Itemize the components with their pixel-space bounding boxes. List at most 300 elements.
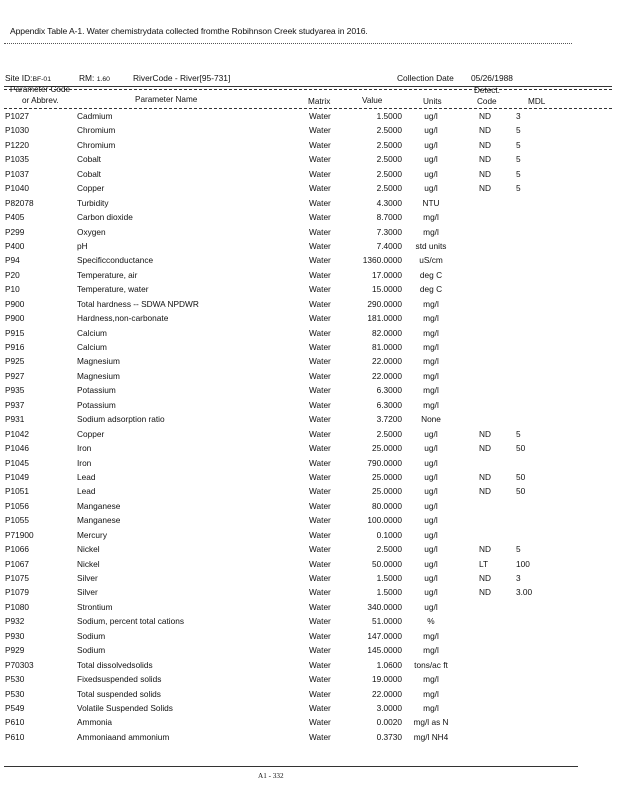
table-row xyxy=(0,139,618,153)
cell-units: ug/l xyxy=(424,139,438,150)
cell-value: 2.5000 xyxy=(376,428,402,439)
cell-param-code: P1030 xyxy=(5,125,29,136)
cell-detect-code: ND xyxy=(479,111,491,121)
table-row xyxy=(0,457,618,471)
cell-units: mg/l xyxy=(423,342,439,352)
cell-param-code: P931 xyxy=(5,414,25,425)
table-row xyxy=(0,485,618,499)
table-row xyxy=(0,283,618,297)
cell-param-name: Calcium xyxy=(77,342,107,352)
cell-units: ug/l xyxy=(424,428,438,439)
cell-param-name: Sodium adsorption ratio xyxy=(77,414,165,425)
header-matrix: Matrix xyxy=(308,97,331,106)
cell-units: uS/cm xyxy=(419,255,443,266)
cell-param-code: P937 xyxy=(5,399,25,410)
cell-units: mg/l as N xyxy=(413,717,449,728)
cell-units: std units xyxy=(415,240,447,251)
cell-param-name: Copper xyxy=(77,183,105,194)
cell-value: 2.5000 xyxy=(376,125,402,136)
cell-param-code: P530 xyxy=(5,688,25,699)
cell-value: 0.1000 xyxy=(376,529,402,540)
cell-matrix: Water xyxy=(309,731,331,742)
cell-units: NTU xyxy=(422,197,440,208)
cell-matrix: Water xyxy=(309,558,331,569)
cell-param-name: pH xyxy=(77,240,88,251)
cell-units: % xyxy=(427,616,435,627)
cell-value: 17.0000 xyxy=(372,269,402,280)
cell-detect-code: ND xyxy=(479,428,491,439)
cell-units: ug/l xyxy=(424,471,438,482)
cell-param-name: Chromium xyxy=(77,125,116,136)
cell-units: ug/l xyxy=(424,587,438,598)
header-detect: Detect. xyxy=(474,86,500,95)
cell-value: 15.0000 xyxy=(372,284,402,295)
cell-param-code: P900 xyxy=(5,313,25,324)
cell-units: mg/l xyxy=(423,630,439,641)
cell-units: mg/l NH4 xyxy=(413,731,449,742)
cell-param-name: Cobalt xyxy=(77,168,101,179)
cell-units: mg/l xyxy=(423,313,439,324)
cell-mdl: 3 xyxy=(516,111,521,121)
cell-detect-code: ND xyxy=(479,443,491,454)
cell-matrix: Water xyxy=(309,269,331,280)
table-row xyxy=(0,731,618,745)
cell-param-name: Specificconductance xyxy=(77,255,154,266)
cell-units: mg/l xyxy=(423,298,439,309)
cell-detect-code: ND xyxy=(479,486,491,497)
table-row xyxy=(0,543,618,557)
cell-value: 100.0000 xyxy=(367,515,402,526)
cell-param-name: Iron xyxy=(77,443,92,454)
cell-units: mg/l xyxy=(423,327,439,338)
cell-param-name: Silver xyxy=(77,573,98,583)
table-row xyxy=(0,586,618,600)
table-row xyxy=(0,110,618,124)
cell-param-code: P71900 xyxy=(5,529,34,540)
cell-detect-code: ND xyxy=(479,183,491,194)
cell-value: 0.0020 xyxy=(376,717,402,728)
cell-mdl: 50 xyxy=(516,471,526,482)
title-divider xyxy=(4,43,572,44)
header-detect-code: Code xyxy=(477,97,497,106)
cell-value: 2.5000 xyxy=(376,139,402,150)
header-value: Value xyxy=(362,96,383,105)
cell-units: mg/l xyxy=(423,385,439,396)
cell-units: ug/l xyxy=(424,443,438,454)
cell-param-code: P1035 xyxy=(5,154,29,165)
cell-detect-code: ND xyxy=(479,573,491,583)
site-id-value: BF-01 xyxy=(32,76,51,83)
table-row xyxy=(0,168,618,182)
cell-param-name: Magnesium xyxy=(77,356,120,367)
table-row xyxy=(0,327,618,341)
header-param-name: Parameter Name xyxy=(135,95,198,104)
river-code: RiverCode - River[95-731] xyxy=(133,73,231,83)
cell-matrix: Water xyxy=(309,125,331,136)
table-row xyxy=(0,226,618,240)
cell-param-name: Fixedsuspended solids xyxy=(77,674,162,685)
cell-param-name: Lead xyxy=(77,471,96,482)
collection-date-label: Collection Date xyxy=(397,73,454,83)
cell-param-name: Chromium xyxy=(77,139,116,150)
cell-matrix: Water xyxy=(309,486,331,497)
cell-detect-code: ND xyxy=(479,154,491,165)
header-param-code: Parameter Code xyxy=(10,85,71,94)
cell-matrix: Water xyxy=(309,370,331,381)
footer-rule xyxy=(4,766,578,767)
cell-value: 6.3000 xyxy=(376,385,402,396)
cell-mdl: 100 xyxy=(516,558,530,569)
cell-mdl: 5 xyxy=(516,428,521,439)
cell-matrix: Water xyxy=(309,154,331,165)
cell-mdl: 5 xyxy=(516,168,521,179)
cell-param-name: Mercury xyxy=(77,529,107,540)
cell-param-name: Potassium xyxy=(77,399,116,410)
cell-mdl: 5 xyxy=(516,544,521,555)
table-row xyxy=(0,673,618,687)
cell-value: 82.0000 xyxy=(372,327,402,338)
table-row xyxy=(0,197,618,211)
header-dashed-rule xyxy=(4,89,612,90)
table-row xyxy=(0,659,618,673)
cell-param-code: P927 xyxy=(5,370,25,381)
cell-units: ug/l xyxy=(424,168,438,179)
river-mile-value: 1.60 xyxy=(96,76,110,83)
table-row xyxy=(0,413,618,427)
cell-param-name: Cadmium xyxy=(77,111,113,121)
table-row xyxy=(0,240,618,254)
cell-param-name: Oxygen xyxy=(77,226,106,237)
cell-detect-code: ND xyxy=(479,168,491,179)
header-mdl: MDL xyxy=(528,97,546,106)
cell-units: tons/ac ft xyxy=(414,659,448,670)
cell-param-name: Calcium xyxy=(77,327,107,338)
cell-mdl: 3.00 xyxy=(516,587,533,598)
cell-param-code: P1220 xyxy=(5,139,29,150)
cell-matrix: Water xyxy=(309,500,331,511)
cell-units: deg C xyxy=(419,284,443,295)
cell-matrix: Water xyxy=(309,255,331,266)
table-row xyxy=(0,124,618,138)
header-units: Units xyxy=(423,97,442,106)
cell-value: 25.0000 xyxy=(372,471,402,482)
cell-param-code: P1066 xyxy=(5,544,29,555)
cell-detect-code: ND xyxy=(479,544,491,555)
cell-matrix: Water xyxy=(309,457,331,468)
cell-matrix: Water xyxy=(309,674,331,685)
cell-units: ug/l xyxy=(424,111,438,121)
cell-matrix: Water xyxy=(309,688,331,699)
cell-matrix: Water xyxy=(309,212,331,223)
table-row xyxy=(0,298,618,312)
cell-param-name: Sodium xyxy=(77,645,106,656)
table-row xyxy=(0,211,618,225)
cell-value: 25.0000 xyxy=(372,486,402,497)
table-row xyxy=(0,601,618,615)
cell-matrix: Water xyxy=(309,197,331,208)
cell-detect-code: ND xyxy=(479,139,491,150)
cell-param-code: P400 xyxy=(5,240,25,251)
cell-matrix: Water xyxy=(309,428,331,439)
cell-detect-code: ND xyxy=(479,471,491,482)
cell-units: ug/l xyxy=(424,486,438,497)
cell-param-name: Silver xyxy=(77,587,98,598)
cell-param-code: P915 xyxy=(5,327,25,338)
cell-units: mg/l xyxy=(423,212,439,223)
cell-matrix: Water xyxy=(309,284,331,295)
cell-param-name: Nickel xyxy=(77,558,100,569)
cell-units: ug/l xyxy=(424,515,438,526)
cell-value: 4.3000 xyxy=(376,197,402,208)
cell-matrix: Water xyxy=(309,529,331,540)
table-row xyxy=(0,716,618,730)
cell-param-code: P932 xyxy=(5,616,25,627)
cell-matrix: Water xyxy=(309,702,331,713)
table-row xyxy=(0,312,618,326)
cell-param-code: P1075 xyxy=(5,573,29,583)
cell-value: 2.5000 xyxy=(376,168,402,179)
table-title: Appendix Table A-1. Water chemistrydata collected fromthe Robihnson Creek studyarea in 2016. xyxy=(10,26,368,36)
cell-param-code: P610 xyxy=(5,717,25,728)
cell-units: ug/l xyxy=(424,558,438,569)
cell-units: mg/l xyxy=(423,399,439,410)
cell-value: 81.0000 xyxy=(372,342,402,352)
cell-value: 8.7000 xyxy=(376,212,402,223)
cell-value: 22.0000 xyxy=(372,370,402,381)
cell-param-code: P1046 xyxy=(5,443,29,454)
cell-matrix: Water xyxy=(309,630,331,641)
cell-param-code: P1067 xyxy=(5,558,29,569)
cell-units: mg/l xyxy=(423,370,439,381)
table-row xyxy=(0,572,618,586)
cell-value: 19.0000 xyxy=(372,674,402,685)
cell-param-code: P82078 xyxy=(5,197,34,208)
cell-value: 22.0000 xyxy=(372,688,402,699)
cell-param-name: Manganese xyxy=(77,500,121,511)
cell-param-code: P1056 xyxy=(5,500,29,511)
cell-value: 145.0000 xyxy=(367,645,402,656)
table-row xyxy=(0,500,618,514)
cell-param-code: P610 xyxy=(5,731,25,742)
cell-param-code: P94 xyxy=(5,255,20,266)
cell-param-code: P1040 xyxy=(5,183,29,194)
cell-value: 7.4000 xyxy=(376,240,402,251)
cell-matrix: Water xyxy=(309,313,331,324)
cell-value: 25.0000 xyxy=(372,443,402,454)
cell-units: mg/l xyxy=(423,674,439,685)
cell-param-code: P299 xyxy=(5,226,25,237)
cell-param-name: Total suspended solids xyxy=(77,688,161,699)
cell-detect-code: ND xyxy=(479,125,491,136)
river-mile-label: RM: xyxy=(79,73,95,83)
cell-param-code: P925 xyxy=(5,356,25,367)
cell-param-name: Total dissolvedsolids xyxy=(77,659,153,670)
cell-value: 6.3000 xyxy=(376,399,402,410)
cell-matrix: Water xyxy=(309,342,331,352)
cell-matrix: Water xyxy=(309,601,331,612)
cell-value: 1360.0000 xyxy=(362,255,402,266)
cell-matrix: Water xyxy=(309,414,331,425)
table-row xyxy=(0,471,618,485)
cell-param-code: P549 xyxy=(5,702,25,713)
cell-units: mg/l xyxy=(423,688,439,699)
table-row xyxy=(0,442,618,456)
cell-value: 1.5000 xyxy=(376,573,402,583)
cell-matrix: Water xyxy=(309,443,331,454)
cell-param-code: P20 xyxy=(5,269,20,280)
cell-matrix: Water xyxy=(309,645,331,656)
cell-matrix: Water xyxy=(309,471,331,482)
cell-units: ug/l xyxy=(424,183,438,194)
cell-mdl: 5 xyxy=(516,154,521,165)
cell-units: ug/l xyxy=(424,500,438,511)
cell-param-name: Magnesium xyxy=(77,370,120,381)
header-top-rule xyxy=(4,86,612,87)
cell-matrix: Water xyxy=(309,573,331,583)
table-row xyxy=(0,153,618,167)
cell-value: 1.5000 xyxy=(376,111,402,121)
cell-value: 7.3000 xyxy=(376,226,402,237)
cell-param-code: P530 xyxy=(5,674,25,685)
cell-value: 3.7200 xyxy=(376,414,402,425)
site-id-label: Site ID: xyxy=(5,73,33,83)
cell-param-name: Ammonia xyxy=(77,717,113,728)
cell-value: 0.3730 xyxy=(376,731,402,742)
cell-value: 2.5000 xyxy=(376,154,402,165)
table-row xyxy=(0,702,618,716)
cell-units: mg/l xyxy=(423,645,439,656)
cell-param-code: P916 xyxy=(5,342,25,352)
cell-param-name: Manganese xyxy=(77,515,121,526)
cell-matrix: Water xyxy=(309,240,331,251)
site-id xyxy=(5,73,51,83)
cell-param-code: P70303 xyxy=(5,659,34,670)
table-row xyxy=(0,529,618,543)
cell-param-name: Potassium xyxy=(77,385,116,396)
cell-param-code: P1055 xyxy=(5,515,29,526)
cell-mdl: 50 xyxy=(516,443,526,454)
table-row xyxy=(0,254,618,268)
cell-mdl: 3 xyxy=(516,573,521,583)
cell-value: 3.0000 xyxy=(376,702,402,713)
cell-matrix: Water xyxy=(309,515,331,526)
cell-matrix: Water xyxy=(309,356,331,367)
header-bottom-rule xyxy=(4,108,612,109)
cell-mdl: 5 xyxy=(516,183,521,194)
cell-matrix: Water xyxy=(309,717,331,728)
table-row xyxy=(0,269,618,283)
cell-param-code: P10 xyxy=(5,284,20,295)
cell-matrix: Water xyxy=(309,587,331,598)
cell-units: ug/l xyxy=(424,529,438,540)
cell-units: mg/l xyxy=(423,702,439,713)
cell-param-name: Lead xyxy=(77,486,96,497)
cell-param-name: Copper xyxy=(77,428,105,439)
table-row xyxy=(0,428,618,442)
cell-param-name: Sodium, percent total cations xyxy=(77,616,184,627)
cell-matrix: Water xyxy=(309,385,331,396)
cell-matrix: Water xyxy=(309,399,331,410)
cell-value: 290.0000 xyxy=(367,298,402,309)
cell-param-code: P405 xyxy=(5,212,25,223)
cell-param-code: P1080 xyxy=(5,601,29,612)
cell-param-name: Temperature, air xyxy=(77,269,138,280)
cell-param-code: P900 xyxy=(5,298,25,309)
cell-param-code: P1049 xyxy=(5,471,29,482)
cell-value: 181.0000 xyxy=(367,313,402,324)
cell-matrix: Water xyxy=(309,616,331,627)
river-mile xyxy=(79,73,110,83)
cell-value: 147.0000 xyxy=(367,630,402,641)
cell-value: 2.5000 xyxy=(376,544,402,555)
cell-units: None xyxy=(421,414,441,425)
table-row xyxy=(0,370,618,384)
cell-value: 790.0000 xyxy=(367,457,402,468)
cell-param-name: Temperature, water xyxy=(77,284,149,295)
cell-param-code: P1051 xyxy=(5,486,29,497)
cell-param-name: Ammoniaand ammonium xyxy=(77,731,170,742)
cell-units: mg/l xyxy=(423,226,439,237)
cell-param-name: Turbidity xyxy=(77,197,109,208)
cell-param-code: P1045 xyxy=(5,457,29,468)
cell-matrix: Water xyxy=(309,298,331,309)
cell-mdl: 50 xyxy=(516,486,526,497)
table-row xyxy=(0,688,618,702)
cell-param-code: P1027 xyxy=(5,111,29,121)
cell-param-name: Strontium xyxy=(77,601,113,612)
cell-units: ug/l xyxy=(424,125,438,136)
table-row xyxy=(0,558,618,572)
cell-param-name: Total hardness -- SDWA NPDWR xyxy=(77,298,199,309)
table-row xyxy=(0,399,618,413)
table-row xyxy=(0,514,618,528)
cell-param-name: Cobalt xyxy=(77,154,101,165)
cell-param-code: P930 xyxy=(5,630,25,641)
cell-units: ug/l xyxy=(424,601,438,612)
table-row xyxy=(0,355,618,369)
cell-value: 51.0000 xyxy=(372,616,402,627)
cell-param-code: P1037 xyxy=(5,168,29,179)
data-table xyxy=(0,110,618,745)
cell-matrix: Water xyxy=(309,111,331,121)
cell-units: mg/l xyxy=(423,356,439,367)
table-row xyxy=(0,630,618,644)
header-param-abbrev: or Abbrev. xyxy=(22,96,59,105)
cell-param-name: Sodium xyxy=(77,630,106,641)
cell-value: 22.0000 xyxy=(372,356,402,367)
cell-param-name: Nickel xyxy=(77,544,100,555)
page-number: A1 - 332 xyxy=(258,772,284,780)
cell-value: 50.0000 xyxy=(372,558,402,569)
cell-param-code: P1042 xyxy=(5,428,29,439)
cell-value: 340.0000 xyxy=(367,601,402,612)
cell-detect-code: LT xyxy=(479,558,489,569)
cell-detect-code: ND xyxy=(479,587,491,598)
cell-matrix: Water xyxy=(309,168,331,179)
cell-matrix: Water xyxy=(309,226,331,237)
cell-value: 1.0600 xyxy=(376,659,402,670)
cell-matrix: Water xyxy=(309,183,331,194)
table-row xyxy=(0,615,618,629)
cell-param-name: Hardness,non-carbonate xyxy=(77,313,169,324)
cell-matrix: Water xyxy=(309,659,331,670)
cell-param-code: P929 xyxy=(5,645,25,656)
cell-matrix: Water xyxy=(309,139,331,150)
cell-units: ug/l xyxy=(424,544,438,555)
table-row xyxy=(0,384,618,398)
table-row xyxy=(0,182,618,196)
cell-units: deg C xyxy=(419,269,443,280)
